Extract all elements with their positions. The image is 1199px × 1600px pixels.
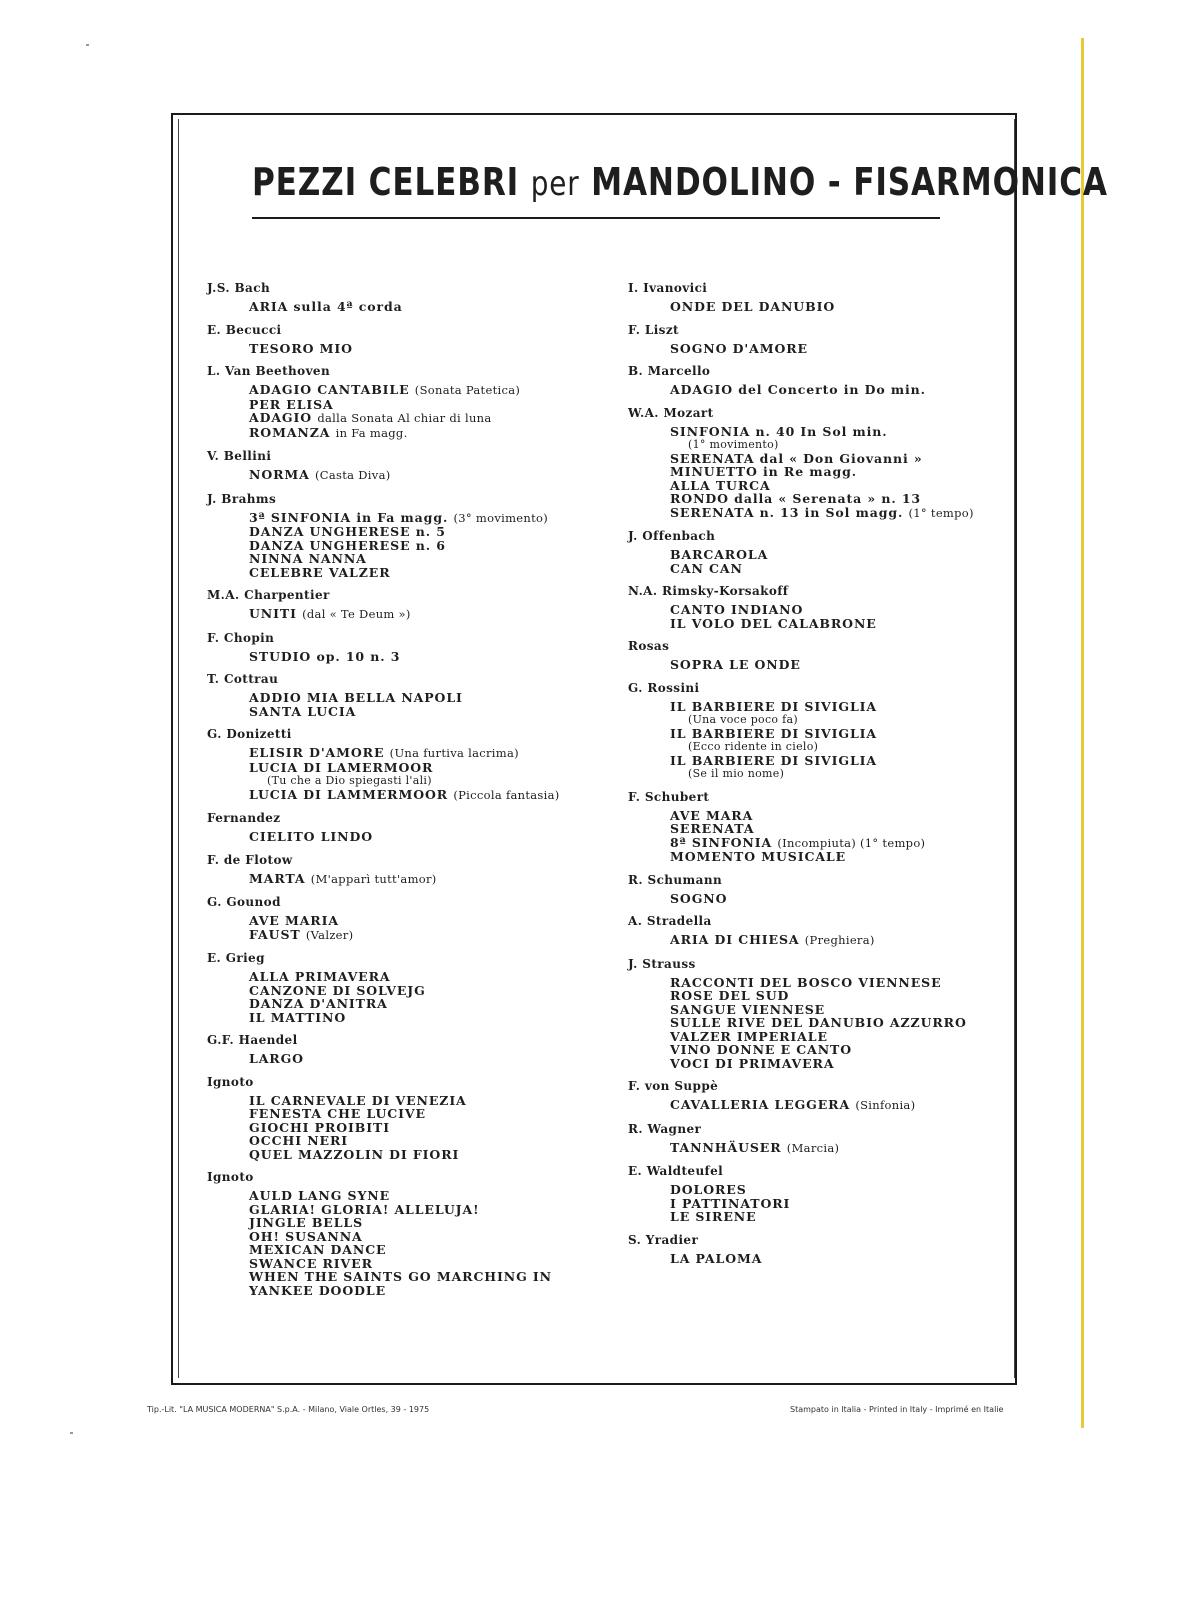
piece-item (670, 506, 1048, 521)
composer-entry (207, 449, 627, 483)
piece-title: 8ª SINFONIA (670, 834, 773, 850)
piece-item (670, 342, 1048, 356)
piece-item (249, 1148, 627, 1162)
piece-item (249, 830, 627, 844)
piece-item (670, 479, 1048, 493)
piece-note: (1° tempo) (908, 505, 974, 520)
piece-title: OCCHI NERI (249, 1133, 348, 1148)
piece-item (249, 300, 627, 314)
piece-title: MARTA (249, 870, 306, 886)
title-underline (252, 217, 940, 219)
paper-speck (86, 44, 89, 46)
piece-list (628, 548, 1048, 575)
piece-list (207, 691, 627, 718)
piece-note: (Preghiera) (804, 933, 875, 947)
piece-title: IL VOLO DEL CALABRONE (670, 615, 877, 631)
composer-entry (207, 727, 627, 802)
piece-title: NINNA NANNA (249, 551, 367, 566)
piece-list (207, 383, 627, 440)
composer-entry (628, 529, 1048, 575)
piece-item (249, 1107, 627, 1121)
composer-entry (207, 364, 627, 440)
piece-title: VINO DONNE E CANTO (670, 1042, 853, 1057)
piece-title: SOGNO D'AMORE (670, 340, 808, 356)
piece-title: ONDE DEL DANUBIO (670, 299, 836, 314)
composer-entry (207, 492, 627, 580)
piece-title: BARCAROLA (670, 547, 769, 562)
piece-item (249, 1011, 627, 1025)
piece-list (207, 300, 627, 314)
piece-title: (1° movimento) (688, 438, 779, 451)
piece-note: (Sonata Patetica) (414, 383, 521, 397)
piece-title: SINFONIA n. 40 In Sol min. (670, 423, 888, 439)
piece-title: CIELITO LINDO (249, 829, 373, 844)
composer-entry (207, 672, 627, 718)
piece-list (628, 1098, 1048, 1113)
composer-name: E. Grieg (207, 951, 265, 965)
piece-item (249, 1230, 627, 1244)
piece-title: IL MATTINO (249, 1009, 347, 1025)
piece-list (628, 933, 1048, 948)
piece-title: SULLE RIVE DEL DANUBIO AZZURRO (670, 1015, 967, 1030)
piece-title: CAN CAN (670, 560, 743, 576)
composer-name: S. Yradier (628, 1232, 699, 1247)
composer-entry (628, 281, 1048, 314)
composer-name: G. Gounod (207, 895, 281, 909)
piece-item (249, 398, 627, 412)
piece-title: AVE MARIA (249, 913, 339, 928)
piece-list (628, 342, 1048, 356)
piece-list (207, 342, 627, 356)
piece-title: RONDO dalla « Serenata » n. 13 (670, 491, 922, 506)
footer-printer: Tip.-Lit. "LA MUSICA MODERNA" S.p.A. - Milano, Viale Ortles, 39 - 1975 (147, 1405, 430, 1414)
piece-item (670, 425, 1048, 439)
piece-title: MOMENTO MUSICALE (670, 849, 847, 864)
piece-item (670, 1141, 1048, 1156)
piece-item (249, 984, 627, 998)
piece-title: IL BARBIERE DI SIVIGLIA (670, 752, 878, 768)
piece-item (249, 1270, 627, 1284)
composer-name: F. Liszt (628, 322, 679, 337)
composer-name: T. Cottrau (207, 672, 279, 686)
piece-title: SOPRA LE ONDE (670, 657, 801, 672)
piece-subtitle (249, 774, 627, 788)
composer-name: W.A. Mozart (628, 405, 714, 420)
piece-item (249, 411, 627, 426)
piece-list (628, 1252, 1048, 1266)
piece-title: FENESTA CHE LUCIVE (249, 1106, 426, 1121)
piece-title: (Tu che a Dio spiegasti l'ali) (267, 774, 432, 787)
piece-title: SWANCE RIVER (249, 1255, 373, 1271)
composer-name: J. Brahms (207, 491, 277, 506)
composer-entry (628, 1233, 1048, 1266)
piece-item (249, 1257, 627, 1271)
piece-list (207, 1094, 627, 1162)
composer-name: L. Van Beethoven (207, 364, 331, 378)
piece-item (249, 1216, 627, 1230)
piece-title: MINUETTO in Re magg. (670, 464, 857, 479)
composer-name: F. von Suppè (628, 1079, 719, 1093)
piece-item (249, 539, 627, 553)
composer-entry (207, 631, 627, 664)
piece-title: LA PALOMA (670, 1250, 763, 1266)
piece-title: SERENATA dal « Don Giovanni » (670, 450, 923, 466)
piece-list (628, 809, 1048, 864)
piece-item (249, 1134, 627, 1148)
piece-list (207, 1189, 627, 1297)
piece-item (249, 1203, 627, 1217)
piece-title: ARIA DI CHIESA (670, 932, 800, 947)
composer-entry (628, 1122, 1048, 1156)
piece-subtitle (670, 740, 1048, 754)
piece-note: (Marcia) (786, 1140, 840, 1155)
piece-title: SANGUE VIENNESE (670, 1001, 826, 1017)
piece-title: CAVALLERIA LEGGERA (670, 1097, 851, 1112)
piece-list (628, 603, 1048, 630)
piece-item (249, 1243, 627, 1257)
piece-list (207, 872, 627, 887)
composer-entry (628, 406, 1048, 521)
piece-list (628, 383, 1048, 397)
piece-note: (M'apparì tutt'amor) (310, 871, 437, 886)
footer-printed-in: Stampato in Italia - Printed in Italy - Imprimé en Italie (790, 1405, 1004, 1414)
composer-entry (207, 1033, 627, 1066)
composer-name: E. Waldteufel (628, 1164, 724, 1178)
piece-list (628, 892, 1048, 906)
piece-item (249, 342, 627, 356)
piece-list (207, 650, 627, 664)
piece-item (670, 452, 1048, 466)
piece-title: GLARIA! GLORIA! ALLELUJA! (249, 1201, 480, 1217)
title-part-2: per (530, 164, 580, 204)
piece-title: YANKEE DOODLE (249, 1282, 386, 1298)
piece-item (249, 1189, 627, 1203)
composer-entry (628, 681, 1048, 781)
piece-item (249, 607, 627, 622)
piece-title: RACCONTI DEL BOSCO VIENNESE (670, 974, 942, 990)
composer-name: B. Marcello (628, 364, 711, 378)
composer-entry (207, 951, 627, 1024)
piece-item (670, 1003, 1048, 1017)
piece-title: OH! SUSANNA (249, 1228, 363, 1244)
piece-title: TANNHÄUSER (670, 1139, 782, 1155)
piece-item (249, 1284, 627, 1298)
piece-title: GIOCHI PROIBITI (249, 1119, 390, 1135)
piece-list (207, 607, 627, 622)
piece-title: VALZER IMPERIALE (670, 1028, 828, 1044)
piece-item (670, 1043, 1048, 1057)
composer-entry (628, 914, 1048, 948)
composer-name: R. Wagner (628, 1121, 702, 1136)
composer-entry (628, 873, 1048, 906)
composer-name: R. Schumann (628, 872, 723, 887)
piece-title: PER ELISA (249, 396, 334, 412)
piece-title: CANTO INDIANO (670, 602, 804, 617)
piece-title: IL CARNEVALE DI VENEZIA (249, 1092, 467, 1108)
piece-title: LE SIRENE (670, 1209, 757, 1224)
piece-subtitle (670, 438, 1048, 452)
composer-name: F. Schubert (628, 789, 710, 804)
composer-name: Fernandez (207, 811, 281, 825)
piece-title: TESORO MIO (249, 340, 353, 356)
page-edge-yellow (1081, 38, 1084, 1428)
piece-list (207, 830, 627, 844)
composer-name: A. Stradella (628, 914, 712, 928)
piece-item (670, 700, 1048, 714)
piece-title: DANZA UNGHERESE n. 6 (249, 537, 446, 553)
piece-title: ARIA sulla 4ª corda (249, 299, 403, 314)
composer-entry (628, 584, 1048, 630)
piece-title: I PATTINATORI (670, 1195, 791, 1211)
composer-name: F. de Flotow (207, 852, 293, 867)
piece-item (249, 650, 627, 664)
piece-note: (Sinfonia) (855, 1098, 916, 1112)
piece-item (670, 989, 1048, 1003)
piece-item (249, 552, 627, 566)
composer-name: Ignoto (207, 1170, 254, 1184)
piece-note: (Valzer) (305, 927, 354, 942)
composer-name: N.A. Rimsky-Korsakoff (628, 584, 789, 598)
composer-entry (628, 790, 1048, 864)
composer-name: F. Chopin (207, 630, 275, 645)
composer-entry (628, 1164, 1048, 1224)
composer-entry (207, 281, 627, 314)
piece-title: NORMA (249, 467, 310, 482)
piece-note: (Piccola fantasia) (453, 787, 560, 802)
piece-title: QUEL MAZZOLIN DI FIORI (249, 1146, 460, 1162)
piece-item (670, 976, 1048, 990)
paper-speck (70, 1432, 73, 1434)
piece-title: ALLA PRIMAVERA (249, 969, 391, 984)
composer-name: G. Donizetti (207, 727, 292, 741)
piece-item (249, 383, 627, 398)
piece-list (628, 976, 1048, 1071)
piece-item (249, 525, 627, 539)
composer-name: Rosas (628, 639, 670, 653)
piece-item (670, 562, 1048, 576)
piece-item (670, 933, 1048, 948)
piece-list (207, 468, 627, 483)
piece-title: CELEBRE VALZER (249, 564, 391, 580)
piece-item (249, 691, 627, 705)
piece-title: LUCIA DI LAMMERMOOR (249, 786, 449, 802)
piece-title: CANZONE DI SOLVEJG (249, 982, 426, 998)
piece-title: ADAGIO CANTABILE (249, 382, 410, 397)
piece-note: (3° movimento) (453, 510, 549, 525)
piece-note: dalla Sonata Al chiar di luna (317, 411, 492, 425)
title-part-1: PEZZI CELEBRI (252, 160, 520, 204)
composer-name: G. Rossini (628, 680, 700, 695)
piece-subtitle (670, 767, 1048, 781)
piece-list (207, 914, 627, 942)
piece-title: DOLORES (670, 1182, 747, 1197)
composer-entry (207, 1170, 627, 1297)
composer-entry (207, 895, 627, 942)
piece-item (670, 1252, 1048, 1266)
page-title (252, 160, 1108, 220)
piece-item (249, 1094, 627, 1108)
title-part-3: MANDOLINO - FISARMONICA (591, 160, 1108, 204)
piece-title: DANZA UNGHERESE n. 5 (249, 524, 446, 539)
piece-title: (Se il mio nome) (688, 767, 785, 780)
piece-title: STUDIO op. 10 n. 3 (249, 648, 401, 664)
composer-entry (207, 588, 627, 622)
piece-list (628, 700, 1048, 781)
piece-title: AVE MARA (670, 807, 754, 823)
piece-title: (Ecco ridente in cielo) (688, 740, 819, 753)
piece-list (628, 425, 1048, 521)
piece-item (249, 1121, 627, 1135)
composer-name: M.A. Charpentier (207, 588, 330, 602)
piece-item (249, 566, 627, 580)
piece-title: ROSE DEL SUD (670, 988, 790, 1003)
piece-item (670, 492, 1048, 506)
piece-item (670, 1098, 1048, 1113)
piece-title: SOGNO (670, 890, 728, 906)
composer-name: V. Bellini (207, 449, 272, 463)
composer-entry (628, 957, 1048, 1071)
piece-list (628, 658, 1048, 672)
piece-item (670, 548, 1048, 562)
piece-item (670, 727, 1048, 741)
piece-title: ALLA TURCA (670, 477, 771, 493)
composer-entry (207, 853, 627, 887)
piece-item (670, 822, 1048, 836)
piece-title: LARGO (249, 1051, 304, 1066)
piece-list (207, 746, 627, 802)
piece-item (249, 511, 627, 526)
piece-title: VOCI DI PRIMAVERA (670, 1055, 835, 1071)
piece-item (249, 761, 627, 775)
piece-title: SERENATA n. 13 in Sol magg. (670, 504, 904, 520)
piece-title: SERENATA (670, 821, 755, 836)
piece-title: ADAGIO del Concerto in Do min. (670, 382, 926, 397)
piece-subtitle (670, 713, 1048, 727)
piece-title: UNITI (249, 606, 297, 621)
piece-title: IL BARBIERE DI SIVIGLIA (670, 725, 878, 741)
composer-entry (628, 639, 1048, 672)
piece-item (670, 658, 1048, 672)
piece-item (249, 970, 627, 984)
piece-list (207, 970, 627, 1024)
piece-list (628, 300, 1048, 314)
composer-entry (628, 1079, 1048, 1113)
piece-item (249, 1052, 627, 1066)
composer-entry (207, 811, 627, 844)
piece-item (670, 809, 1048, 823)
composer-entry (628, 323, 1048, 356)
piece-item (670, 836, 1048, 851)
composer-name: G.F. Haendel (207, 1033, 298, 1047)
piece-title: MEXICAN DANCE (249, 1242, 387, 1257)
piece-item (670, 300, 1048, 314)
piece-item (249, 997, 627, 1011)
piece-title: ELISIR D'AMORE (249, 745, 385, 760)
composer-name: I. Ivanovici (628, 281, 708, 295)
piece-note: (Casta Diva) (315, 468, 391, 482)
composer-entry (207, 1075, 627, 1162)
piece-title: 3ª SINFONIA in Fa magg. (249, 509, 449, 525)
piece-note: (Una furtiva lacrima) (389, 746, 519, 760)
piece-title: LUCIA DI LAMERMOOR (249, 759, 434, 775)
piece-item (249, 426, 627, 441)
piece-item (249, 746, 627, 761)
piece-title: ROMANZA (249, 424, 331, 440)
piece-item (249, 705, 627, 719)
piece-title: FAUST (249, 926, 301, 942)
piece-item (249, 468, 627, 483)
composer-entry (207, 323, 627, 356)
piece-item (670, 892, 1048, 906)
left-column (207, 281, 627, 1306)
piece-note: in Fa magg. (335, 425, 408, 440)
piece-item (670, 465, 1048, 479)
piece-item (670, 603, 1048, 617)
composer-name: E. Becucci (207, 322, 282, 337)
piece-list (207, 1052, 627, 1066)
piece-note: (Incompiuta) (1° tempo) (777, 835, 926, 850)
piece-item (670, 1057, 1048, 1071)
piece-item (670, 754, 1048, 768)
piece-list (628, 1183, 1048, 1224)
piece-item (670, 1210, 1048, 1224)
composer-name: J.S. Bach (207, 281, 271, 295)
piece-note: (dal « Te Deum ») (302, 607, 411, 621)
piece-item (249, 914, 627, 928)
piece-item (249, 788, 627, 803)
piece-title: ADAGIO (249, 410, 313, 425)
piece-item (670, 1197, 1048, 1211)
piece-list (628, 1141, 1048, 1156)
piece-title: JINGLE BELLS (249, 1215, 364, 1230)
right-column (628, 281, 1048, 1274)
piece-item (670, 383, 1048, 397)
piece-list (207, 511, 627, 580)
composer-name: J. Offenbach (628, 529, 716, 543)
piece-item (670, 1030, 1048, 1044)
piece-item (670, 1183, 1048, 1197)
piece-title: (Una voce poco fa) (688, 713, 798, 726)
composer-name: Ignoto (207, 1074, 254, 1089)
piece-title: SANTA LUCIA (249, 703, 357, 719)
piece-title: IL BARBIERE DI SIVIGLIA (670, 698, 878, 714)
composer-name: J. Strauss (628, 956, 696, 971)
piece-title: WHEN THE SAINTS GO MARCHING IN (249, 1269, 552, 1284)
piece-title: ADDIO MIA BELLA NAPOLI (249, 690, 463, 705)
piece-item (670, 617, 1048, 631)
composer-entry (628, 364, 1048, 397)
piece-item (670, 850, 1048, 864)
piece-item (249, 872, 627, 887)
piece-title: AULD LANG SYNE (249, 1188, 391, 1203)
piece-title: DANZA D'ANITRA (249, 996, 388, 1011)
piece-item (249, 928, 627, 943)
piece-item (670, 1016, 1048, 1030)
